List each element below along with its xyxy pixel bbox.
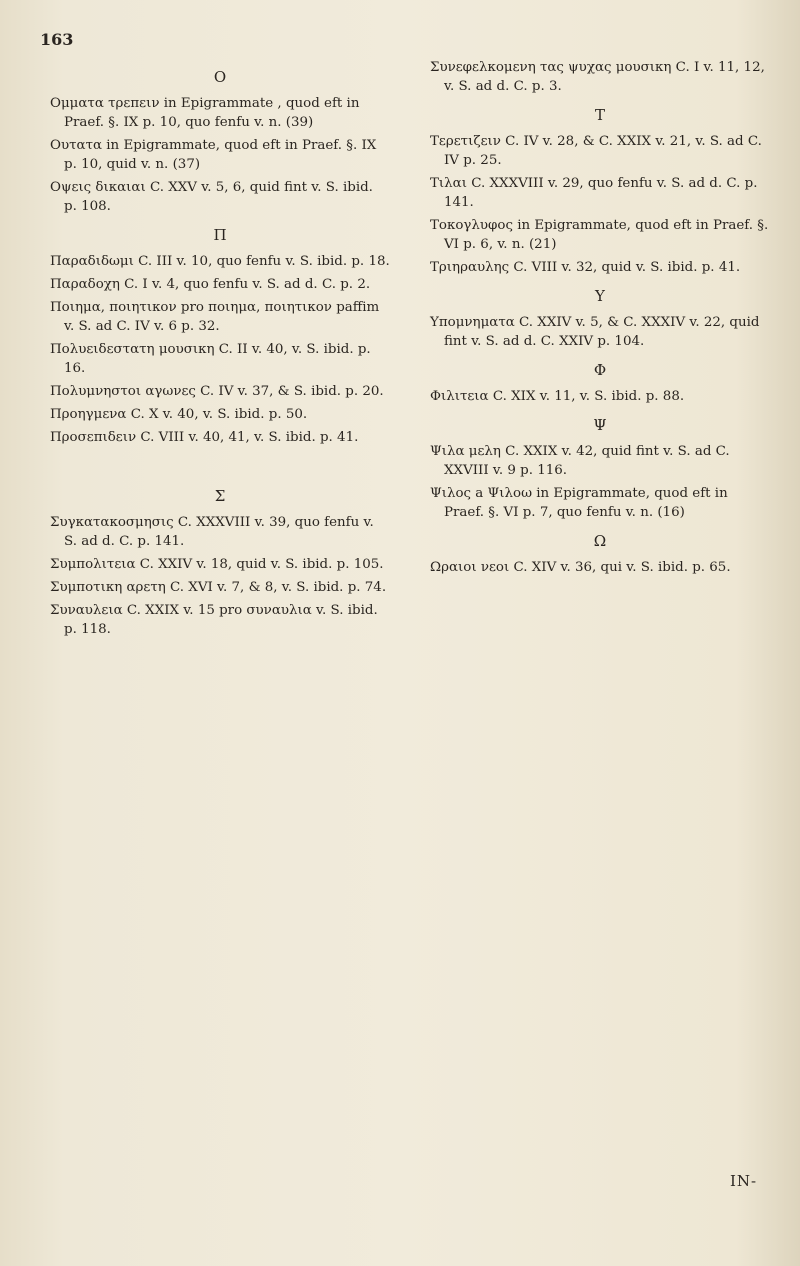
index-entry: Οψεις δικαιαι C. XXV v. 5, 6, quid fint v. S. ibid. p. 108. [50, 180, 373, 214]
page-number: 163 [40, 30, 74, 49]
index-entry: Ωραιοι νεοι C. XIV v. 36, qui v. S. ibid. p. 65. [430, 560, 731, 575]
section-letter-tau: Τ [594, 106, 605, 124]
index-entry: Τερετιζειν C. IV v. 28, & C. XXIX v. 21, v. S. ad C. IV p. 25. [430, 134, 762, 168]
index-entry: Παραδιδωμι C. III v. 10, quo fenfu v. S. ibid. p. 18. [50, 254, 390, 269]
section-letter-upsilon: Υ [595, 287, 605, 305]
index-entry: Ουτατα in Epigrammate, quod eft in Praef. §. IX p. 10, quid v. n. (37) [50, 138, 377, 172]
section-letter-sigma: Σ [214, 487, 226, 505]
right-column [430, 58, 770, 581]
catchword: IN- [730, 1172, 758, 1190]
index-entry: Τριηραυλης C. VIII v. 32, quid v. S. ibid. p. 41. [430, 260, 741, 275]
section-letter-omega: Ω [593, 532, 607, 550]
index-entry: Συναυλεια C. XXIX v. 15 pro συναυλια v. S. ibid. p. 118. [50, 603, 378, 637]
section-letter-psi: Ψ [593, 416, 607, 434]
left-column [50, 58, 390, 643]
index-entry: Συγκατακοσμησις C. XXXVIII v. 39, quo fenfu v. S. ad d. C. p. 141. [50, 515, 374, 549]
index-entry: Ψιλα μελη C. XXIX v. 42, quid fint v. S. ad C. XXVIII v. 9 p. 116. [430, 444, 730, 478]
index-entry: Συμπολιτεια C. XXIV v. 18, quid v. S. ibid. p. 105. [50, 557, 384, 572]
section-letter-phi: Φ [593, 361, 607, 379]
index-entry: Τιλαι C. XXXVIII v. 29, quo fenfu v. S. ad d. C. p. 141. [430, 176, 758, 210]
index-entry: Προηγμενα C. X v. 40, v. S. ibid. p. 50. [50, 407, 308, 422]
index-entry: Πολυειδεστατη μουσικη C. II v. 40, v. S. ibid. p. 16. [50, 342, 371, 376]
index-entry: Συνεφελκομενη τας ψυχας μουσικη C. I v. 11, 12, v. S. ad d. C. p. 3. [430, 60, 765, 94]
section-letter-omicron: Ο [213, 68, 227, 86]
index-entry: Ποιημα, ποιητικον pro ποιημα, ποιητικον paffim v. S. ad C. IV v. 6 p. 32. [50, 300, 380, 334]
section-letter-pi: Π [213, 226, 227, 244]
index-entry: Υπομνηματα C. XXIV v. 5, & C. XXXIV v. 22, quid fint v. S. ad d. C. XXIV p. 104. [430, 315, 760, 349]
index-entry: Παραδοχη C. I v. 4, quo fenfu v. S. ad d. C. p. 2. [50, 277, 371, 292]
index-entry: Προσεπιδειν C. VIII v. 40, 41, v. S. ibid. p. 41. [50, 430, 359, 445]
index-entry: Πολυμνηστοι αγωνες C. IV v. 37, & S. ibid. p. 20. [50, 384, 384, 399]
index-entry: Συμποτικη αρετη C. XVI v. 7, & 8, v. S. ibid. p. 74. [50, 580, 387, 595]
index-entry: Ψιλος a Ψιλοω in Epigrammate, quod eft in Praef. §. VI p. 7, quo fenfu v. n. (16) [430, 486, 728, 520]
index-entry: Φιλιτεια C. XIX v. 11, v. S. ibid. p. 88. [430, 389, 685, 404]
index-entry: Τοκογλυφος in Epigrammate, quod eft in Praef. §. VI p. 6, v. n. (21) [430, 218, 769, 252]
index-entry: Ομματα τρεπειν in Epigrammate , quod eft in Praef. §. IX p. 10, quo fenfu v. n. (39) [50, 96, 360, 130]
